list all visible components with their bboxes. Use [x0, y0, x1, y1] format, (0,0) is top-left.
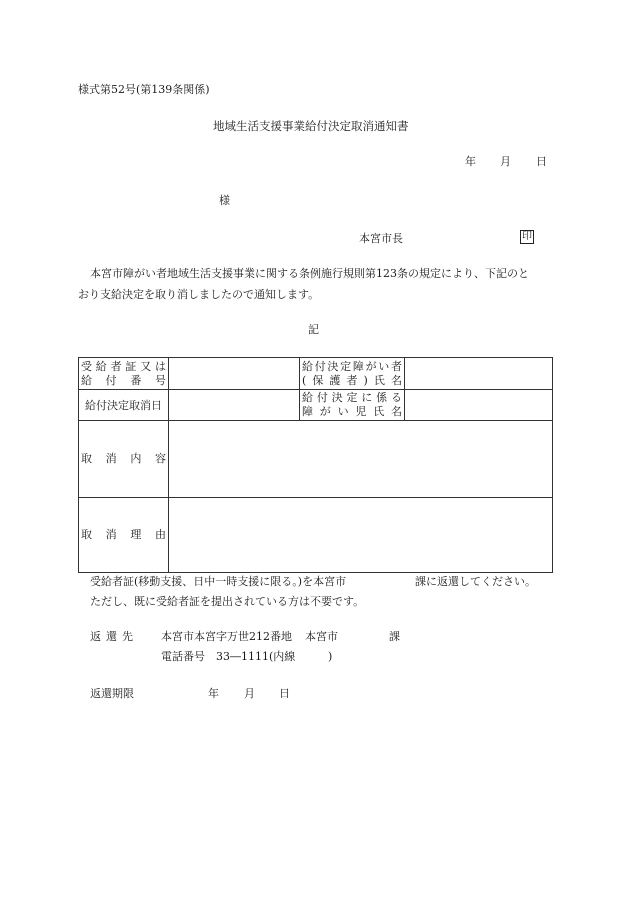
note-line-1: 受給者証(移動支援、日中一時支援に限る。)を本宮市 [90, 575, 347, 588]
cert-number-field[interactable] [169, 358, 300, 390]
deadline-year: 年 [208, 687, 219, 700]
guardian-name-field[interactable] [405, 358, 553, 390]
cancel-reason-label: 取消理由 [79, 498, 169, 573]
deadline-day: 日 [279, 687, 290, 700]
return-label: 返還先 [90, 630, 138, 643]
date-month: 月 [500, 155, 511, 168]
date-day: 日 [536, 155, 547, 168]
cert-number-label: 受給者証又は 給付番号 [79, 358, 169, 390]
cancellation-form-table [78, 357, 553, 573]
body-line-2: おり支給決定を取り消しましたので通知します。 [78, 288, 320, 301]
body-line-1: 本宮市障がい者地域生活支援事業に関する条例施行規則第123条の規定により、下記のと [90, 267, 529, 280]
deadline-label: 返還期限 [90, 687, 134, 700]
form-number: 様式第52号(第139条関係) [78, 83, 210, 96]
phone-number: 33―1111(内線 [216, 650, 296, 663]
guardian-name-label: 給付決定障がい者 (保護者)氏名 [300, 358, 405, 390]
deadline-month: 月 [244, 687, 255, 700]
return-section-suffix: 課 [389, 630, 400, 643]
child-name-label: 給付決定に係る 障がい児氏名 [300, 390, 405, 421]
return-address: 本宮市本宮字万世212番地 [161, 630, 292, 643]
ki-heading: 記 [308, 323, 319, 336]
sender-name: 本宮市長 [359, 232, 403, 245]
cancel-date-label: 給付決定取消日 [79, 390, 169, 421]
recipient-suffix: 様 [219, 194, 230, 207]
note-line-2: ただし、既に受給者証を提出されている方は不要です。 [90, 595, 365, 608]
cancel-date-field[interactable] [169, 390, 300, 421]
phone-label: 電話番号 [161, 650, 205, 663]
cancel-reason-field[interactable] [169, 498, 553, 573]
cancel-content-label: 取消内容 [79, 421, 169, 498]
seal-mark: 印 [522, 231, 532, 242]
date-year: 年 [465, 155, 476, 168]
phone-close: ) [328, 650, 333, 663]
note-line-1-suffix: 課に返還してください。 [415, 575, 536, 588]
cancel-content-field[interactable] [169, 421, 553, 498]
document-title: 地域生活支援事業給付決定取消通知書 [213, 119, 409, 133]
child-name-field[interactable] [405, 390, 553, 421]
return-city: 本宮市 [305, 630, 338, 643]
